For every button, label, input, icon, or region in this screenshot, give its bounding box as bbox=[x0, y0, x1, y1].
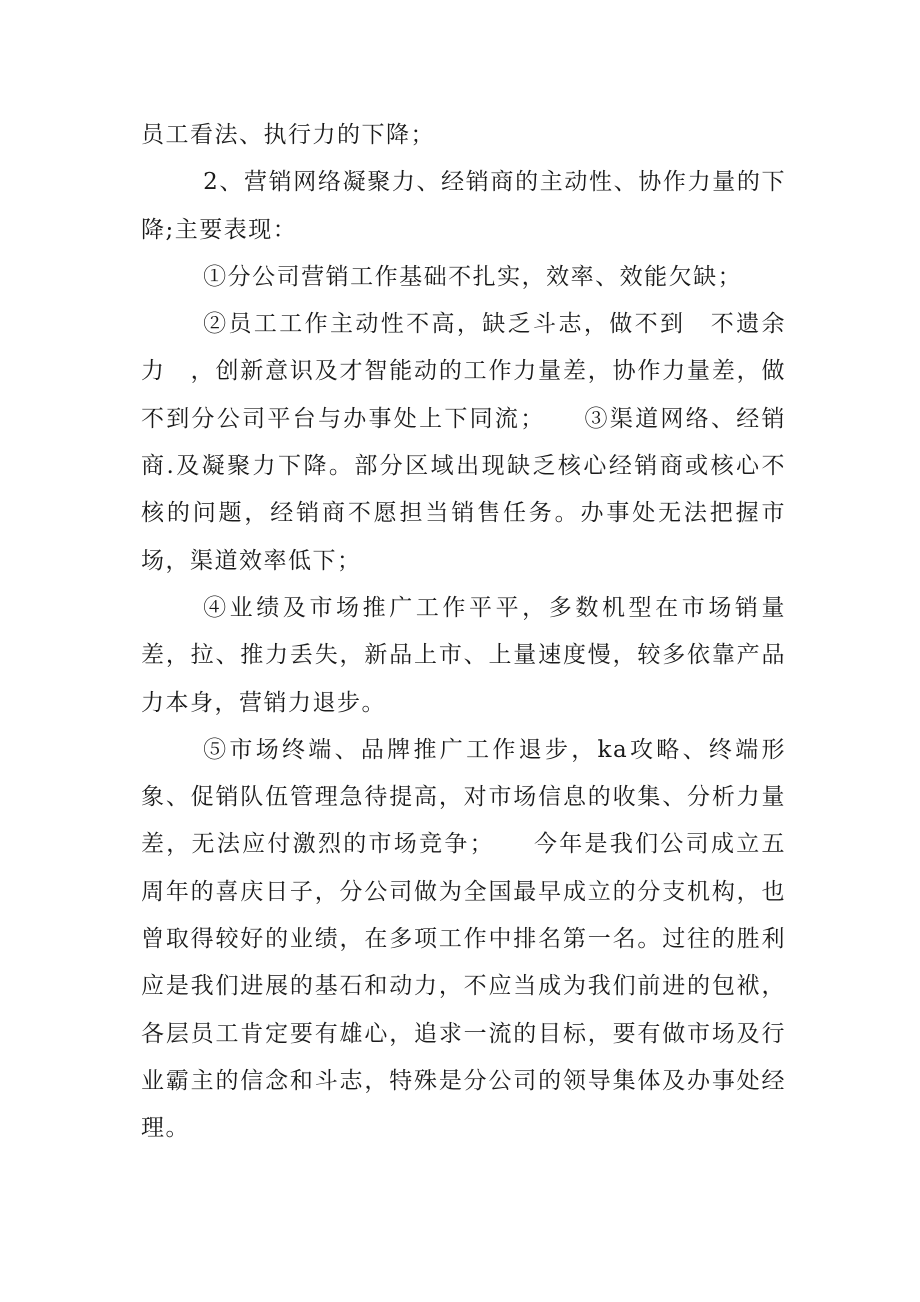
paragraph-continuation: 员工看法、执行力的下降； bbox=[141, 122, 435, 148]
paragraph-point-5: ⑤市场终端、品牌推广工作退步，ka攻略、终端形象、促销队伍管理急待提高，对市场信息的收集、分析力量差，无法应付激烈的市场竞争； 今年是我们公司成立五周年的喜庆日子，分公司做为全国最早成立的分支机构，也曾取得较好的业绩，在多项工作中排名第一名。过往的胜利应是我们进展的基石和动力，不应当成为我们前进的包袱，各层员工肯定要有雄心，追求一流的目标，要有做市场及行业霸主的信念和斗志，特殊是分公司的领导集体及办事处经理。 bbox=[141, 736, 786, 1142]
document-body bbox=[141, 112, 786, 1153]
paragraph-point-4: ④业绩及市场推广工作平平，多数机型在市场销量差，拉、推力丢失，新品上市、上量速度慢，较多依靠产品力本身，营销力退步。 bbox=[141, 594, 786, 716]
paragraph-item-2: 2、营销网络凝聚力、经销商的主动性、协作力量的下降;主要表现： bbox=[141, 169, 786, 243]
paragraph-point-2-3: ②员工工作主动性不高，缺乏斗志，做不到 不遗余力 ，创新意识及才智能动的工作力量差，协作力量差，做不到分公司平台与办事处上下同流； ③渠道网络、经销商.及凝聚力下降。部分区域出现缺乏核心经销商或核心不核的问题，经销商不愿担当销售任务。办事处无法把握市场，渠道效率低下； bbox=[141, 311, 786, 574]
paragraph-point-1: ①分公司营销工作基础不扎实，效率、效能欠缺； bbox=[203, 263, 743, 290]
